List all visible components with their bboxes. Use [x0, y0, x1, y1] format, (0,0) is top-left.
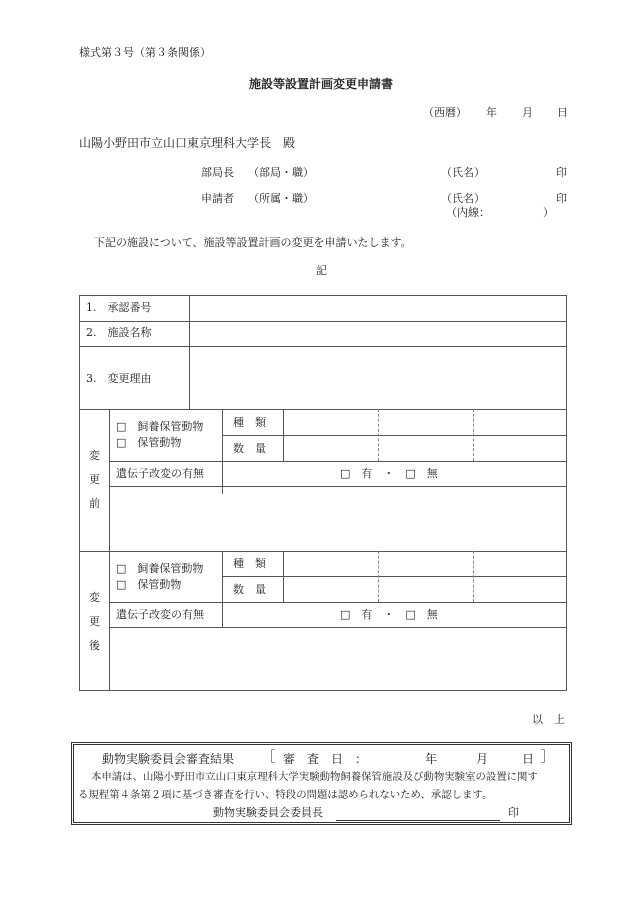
intro-text: 下記の施設について、施設等設置計画の変更を申請いたします。 [94, 236, 412, 249]
before-animal-option-kept[interactable]: □ 飼養保管動物 [116, 420, 204, 433]
dept-head-seal: 印 [556, 166, 567, 179]
dept-head-label: 部局長 [201, 166, 234, 179]
applicant-label: 申請者 [201, 192, 234, 205]
change-reason-label: 3. 変更理由 [86, 372, 152, 385]
review-year: 年 [425, 752, 438, 766]
extension-close: ） [543, 206, 554, 219]
before-char-3: 前 [89, 497, 100, 510]
after-gm-label: 遺伝子改変の有無 [116, 608, 204, 621]
review-date-label: 審 査 日 ： [283, 752, 368, 766]
ki-label: 記 [316, 264, 327, 277]
before-gm-options[interactable]: □ 有 ・ □ 無 [340, 467, 438, 480]
date-era: （西暦） [423, 106, 467, 119]
after-char-3: 後 [89, 639, 100, 652]
before-count-label: 数 量 [233, 442, 266, 455]
after-type-label: 種 類 [233, 557, 266, 570]
approval-number-label: 1. 承認番号 [86, 301, 152, 314]
addressee: 山陽小野田市立山口東京理科大学長 殿 [79, 136, 296, 150]
review-day: 日 [522, 752, 535, 766]
before-char-2: 更 [89, 473, 100, 486]
applicant-detail: （所属・職） [248, 192, 314, 205]
facility-name-label: 2. 施設名称 [86, 326, 152, 339]
approval-number-field[interactable] [191, 297, 565, 320]
ijou-closing: 以 上 [532, 713, 565, 726]
review-bracket-open: ［ [262, 750, 276, 765]
applicant-name-label: （氏名） [441, 192, 485, 205]
review-month: 月 [476, 752, 489, 766]
after-gm-options[interactable]: □ 有 ・ □ 無 [340, 608, 438, 621]
form-number: 様式第３号（第３条関係） [79, 46, 211, 59]
after-notes-field[interactable] [111, 629, 565, 689]
after-char-1: 変 [89, 591, 100, 604]
before-char-1: 変 [89, 449, 100, 462]
extension-open: （内線： [446, 206, 490, 219]
after-animal-option-kept[interactable]: □ 飼養保管動物 [116, 562, 204, 575]
dept-head-name-label: （氏名） [441, 166, 485, 179]
date-month: 月 [522, 106, 533, 119]
document-title: 施設等設置計画変更申請書 [249, 77, 394, 91]
dept-head-detail: （部局・職） [248, 166, 314, 179]
date-year: 年 [486, 106, 497, 119]
committee-chair-label: 動物実験委員会委員長 [213, 806, 323, 819]
approval-text-line2: る規程第４条第２項に基づき審査を行い、特段の問題は認められないため、承認します。 [78, 789, 493, 801]
before-notes-field[interactable] [111, 488, 565, 550]
facility-name-field[interactable] [191, 323, 565, 345]
before-animal-option-stored[interactable]: □ 保管動物 [116, 436, 182, 449]
chair-signature-line[interactable] [336, 820, 500, 821]
before-type-label: 種 類 [233, 416, 266, 429]
after-count-label: 数 量 [233, 583, 266, 596]
review-title: 動物実験委員会審査結果 [102, 752, 235, 766]
chair-seal: 印 [508, 806, 519, 819]
date-day: 日 [557, 106, 568, 119]
before-gm-label: 遺伝子改変の有無 [116, 467, 204, 480]
approval-text-line1: 本申請は、山陽小野田市立山口東京理科大学実験動物飼養保管施設及び動物実験室の設置に関す [91, 771, 538, 783]
review-bracket-close: ］ [541, 750, 555, 765]
applicant-seal: 印 [556, 192, 567, 205]
change-reason-field[interactable] [191, 348, 565, 408]
after-char-2: 更 [89, 615, 100, 628]
after-animal-option-stored[interactable]: □ 保管動物 [116, 578, 182, 591]
